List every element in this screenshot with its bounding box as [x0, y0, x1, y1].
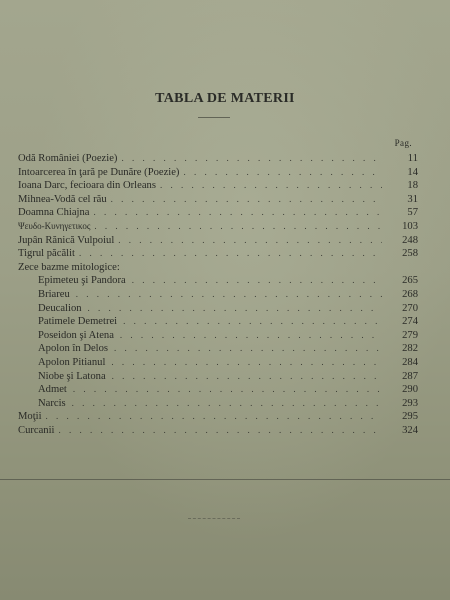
toc-entry	[18, 234, 418, 248]
toc-entry-page: 258	[402, 248, 418, 260]
dot-leader	[183, 166, 382, 180]
dot-leader	[88, 302, 382, 316]
dot-leader	[46, 410, 382, 424]
toc-subentry	[18, 356, 418, 370]
toc-entry	[18, 193, 418, 207]
toc-group-heading: Zece bazme mitologice:	[18, 261, 120, 273]
dot-leader	[111, 356, 382, 370]
dot-leader	[132, 274, 382, 288]
toc-entry-page: 11	[407, 153, 418, 164]
toc-entry-title: Doamna Chiajna	[18, 207, 90, 219]
toc-subentry-title: Patimele Demetrei	[38, 316, 118, 328]
dot-leader	[76, 288, 382, 302]
toc-entry-page: 103	[402, 220, 418, 232]
dot-leader	[111, 193, 382, 207]
toc-subentry	[18, 329, 418, 343]
toc-subentry	[18, 274, 418, 288]
toc-entry	[18, 206, 418, 220]
faded-ornament	[188, 518, 240, 519]
dot-leader	[79, 247, 382, 261]
page-title: TABLA DE MATERII	[155, 91, 295, 106]
toc-entry-page: 248	[402, 234, 418, 246]
toc-entry-page: 324	[402, 424, 418, 436]
toc-subentry-title: Niobe şi Latona	[38, 370, 106, 382]
toc-subentry-page: 293	[402, 397, 418, 409]
toc-entry-title: Intoarcerea în ţară pe Dunăre (Poezie)	[18, 166, 180, 178]
toc-entry-title: Tigrul păcălit	[18, 248, 75, 260]
toc-entry-page: 31	[407, 193, 418, 205]
toc-subentry	[18, 288, 418, 302]
toc-subentry-page: 274	[402, 316, 418, 328]
toc-entry-page: 14	[407, 166, 418, 178]
toc-entry	[18, 247, 418, 261]
dot-leader	[94, 220, 382, 234]
toc-subentry-title: Narcis	[38, 397, 66, 409]
toc-entry	[18, 166, 418, 180]
toc-entry-title: Ψευδο-Κυνηγετικος	[18, 220, 91, 231]
dot-leader	[94, 206, 383, 220]
toc-subentry-page: 290	[402, 384, 418, 396]
dot-leader	[72, 397, 382, 411]
toc-entry-title: Ioana Darc, fecioara din Orleans	[18, 180, 156, 192]
toc-entry-title: Mihnea-Vodă cel rău	[18, 193, 107, 205]
toc-entry-title: Odă României (Poezie)	[18, 153, 118, 164]
toc-entry-page: 57	[407, 207, 418, 219]
dot-leader	[160, 179, 382, 193]
toc-entry-title: Moţii	[18, 411, 42, 423]
toc-subentry-page: 265	[402, 275, 418, 287]
dot-leader	[123, 315, 382, 329]
dot-leader	[73, 383, 382, 397]
toc-subentry-title: Epimeteu şi Pandora	[38, 275, 126, 287]
toc-entry-title: Curcanii	[18, 424, 55, 436]
dot-leader	[58, 424, 382, 438]
toc-entry-page: 295	[402, 411, 418, 423]
table-of-contents	[18, 152, 418, 437]
toc-entry	[18, 410, 418, 424]
toc-subentry-page: 282	[402, 343, 418, 355]
toc-subentry-page: 284	[402, 356, 418, 368]
page-column-label: Pag.	[394, 138, 412, 148]
toc-subentry	[18, 383, 418, 397]
toc-subentry-page: 287	[402, 370, 418, 382]
title-divider	[198, 117, 230, 118]
toc-subentry-title: Poseidon şi Atena	[38, 329, 114, 341]
toc-subentry	[18, 397, 418, 411]
toc-subentry	[18, 302, 418, 316]
toc-subentry-page: 270	[402, 302, 418, 314]
toc-subentry-title: Apolon în Delos	[38, 343, 109, 355]
toc-entry	[18, 152, 418, 166]
toc-subentry-title: Deucalion	[38, 302, 82, 314]
toc-entry-title: Jupân Rănică Vulpoiul	[18, 234, 115, 246]
dot-leader	[114, 342, 382, 356]
toc-entry	[18, 179, 418, 193]
dot-leader	[118, 234, 382, 248]
toc-subentry-title: Apolon Pitianul	[38, 356, 106, 368]
toc-subentry-title: Briareu	[38, 288, 70, 300]
toc-subentry	[18, 370, 418, 384]
toc-subentry-page: 268	[402, 288, 418, 300]
dot-leader	[112, 370, 382, 384]
toc-entry	[18, 424, 418, 438]
page-fold-line	[0, 479, 450, 480]
toc-subentry	[18, 342, 418, 356]
toc-entry	[18, 220, 418, 234]
toc-subentry-title: Admet	[38, 384, 67, 396]
toc-subentry-page: 279	[402, 329, 418, 341]
dot-leader	[120, 329, 382, 343]
dot-leader	[121, 152, 382, 166]
toc-entry-page: 18	[407, 180, 418, 192]
toc-subentry	[18, 315, 418, 329]
